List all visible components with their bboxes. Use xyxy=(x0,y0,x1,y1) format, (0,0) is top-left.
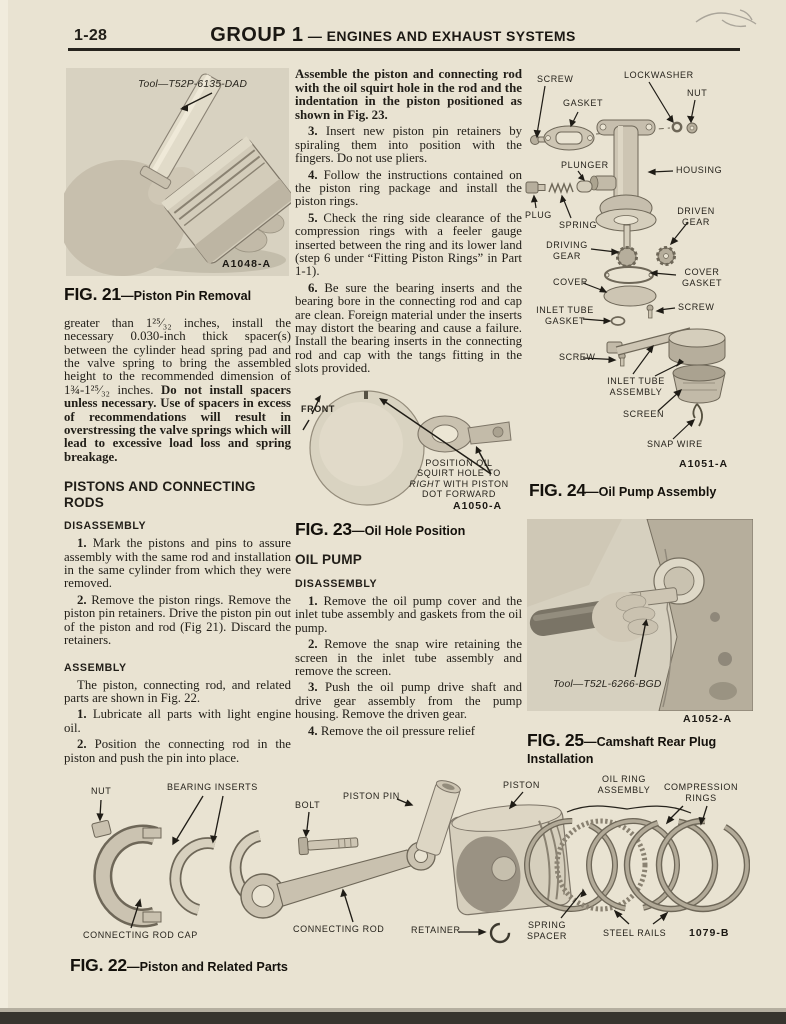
step-number: 2. xyxy=(77,737,87,752)
nut-shape xyxy=(92,820,112,838)
header-rule xyxy=(68,48,740,51)
retainer-shape xyxy=(491,924,509,942)
step xyxy=(64,594,291,648)
fig24-label-snap-wire: SNAP WIRE xyxy=(647,439,703,449)
fig21-caption-text: —Piston Pin Removal xyxy=(120,289,252,303)
step-text: Remove the oil pressure relief xyxy=(320,723,476,738)
header-section: — ENGINES AND EXHAUST SYSTEMS xyxy=(307,28,576,44)
spacer-paragraph-normal: greater than 1²⁵⁄₃₂ inches, install the necessary 0.030-inch thick spacer(s) between the cylinder head spring pad and the valve spring to bring the assembled height to the recommended dimension of 1¾-1²⁵⁄₃₂ inches. xyxy=(64,315,291,397)
spacer-paragraph-bold: Do not install spacers unless necessary. Use of spacers in excess of recommendations will result in overstressing the valve springs which will lead to excessive load loss and spring breakage. xyxy=(64,382,291,464)
bolt-shape xyxy=(298,834,358,855)
subheading-disassembly: DISASSEMBLY xyxy=(64,520,147,533)
fig24-caption-number: FIG. 24 xyxy=(529,480,586,500)
fig25-caption-number: FIG. 25 xyxy=(527,729,584,750)
section-heading-pistons: PISTONS AND CONNECTING RODS xyxy=(64,479,256,510)
fig24-label-inlet-tube-assembly: INLET TUBE ASSEMBLY xyxy=(607,376,665,397)
step-text: Push the oil pump drive shaft and drive gear assembly from the pump housing. Remove the driven gear. xyxy=(295,680,523,722)
housing-shape xyxy=(590,120,656,231)
step xyxy=(64,708,291,735)
fig22-label-oil-ring-assembly: OIL RING ASSEMBLY xyxy=(597,774,651,795)
fig22-caption-number: FIG. 22 xyxy=(70,955,127,975)
driven-gear-shape xyxy=(658,248,675,265)
fig24-label-driving-gear: DRIVING GEAR xyxy=(546,240,588,261)
step-text: Position the connecting rod in the piston and push the pin into place. xyxy=(64,737,291,765)
fig21-caption-number: FIG. 21 xyxy=(64,284,121,304)
spacer-paragraph xyxy=(64,317,291,464)
fig22-label-piston: PISTON xyxy=(503,780,540,790)
page-bottom-edge xyxy=(0,1012,786,1024)
step-number: 1. xyxy=(77,536,87,551)
fig24-label-inlet-tube-gasket: INLET TUBE GASKET xyxy=(536,305,594,326)
figure-25 xyxy=(521,519,761,766)
figure-22 xyxy=(55,772,750,976)
scan-edge xyxy=(0,0,8,1024)
step-number: 4. xyxy=(308,723,318,738)
fig23-photo xyxy=(295,384,522,510)
fig22-caption xyxy=(70,956,750,976)
fig23-caption xyxy=(295,520,522,540)
step-text: Lubricate all parts with light engine oil. xyxy=(64,707,291,735)
column-left xyxy=(64,68,291,768)
fig25-caption-line2: Installation xyxy=(527,751,594,766)
fig24-label-screw-2: SCREW xyxy=(678,302,715,312)
fig25-photo-code: A1052-A xyxy=(683,712,733,725)
fig25-photo xyxy=(527,519,761,711)
step-text: Insert new piston pin retainers by spiraling them into position with the fingers. Do not use pliers. xyxy=(295,124,522,166)
fig24-label-screw-3: SCREW xyxy=(559,352,596,362)
screen-shape xyxy=(673,365,725,403)
step-text: Mark the pistons and pins to assure assembly with the same rod and installation in the same cylinder from which they were removed. xyxy=(64,536,292,591)
step-number: 5. xyxy=(308,210,318,225)
fig24-label-plunger: PLUNGER xyxy=(561,160,609,170)
gasket-shape xyxy=(544,126,594,150)
fig24-caption xyxy=(529,481,761,501)
lead-paragraph: Assemble the piston and connecting rod with the oil squirt hole in the rod and the indentation in the piston positioned as shown in Fig. 23. xyxy=(295,67,522,122)
fig24-label-driven-gear: DRIVEN GEAR xyxy=(677,206,715,227)
fig21-caption xyxy=(64,285,291,305)
cover-gasket-shape xyxy=(605,267,653,283)
plug-shape xyxy=(526,182,545,193)
fig22-label-connecting-rod: CONNECTING ROD xyxy=(293,924,385,934)
fig24-label-screen: SCREEN xyxy=(623,409,665,419)
step-number: 4. xyxy=(308,167,318,182)
subheading-assembly: ASSEMBLY xyxy=(64,661,127,674)
step-number: 3. xyxy=(308,680,318,695)
step-text: Remove the piston rings. Remove the piston pin retainers. Drive the piston pin out of the piston and rod (Fig 21). Discard the retainers. xyxy=(64,592,291,648)
column-middle xyxy=(295,68,522,741)
fig23-note-line3 xyxy=(407,479,511,490)
inlet-tube-gasket-shape xyxy=(612,317,625,325)
step xyxy=(295,595,522,635)
page-number: 1-28 xyxy=(74,27,108,44)
fig24-label-plug: PLUG xyxy=(525,210,552,220)
connecting-rod-shape xyxy=(241,842,435,918)
section-heading-oil-pump: OIL PUMP xyxy=(295,552,363,568)
step xyxy=(295,125,522,165)
step xyxy=(295,212,522,279)
fig25-tool-label: Tool—T52L-6266-BGD xyxy=(553,678,662,690)
header-title xyxy=(0,24,786,47)
fig22-label-connecting-rod-cap: CONNECTING ROD CAP xyxy=(83,930,198,940)
step xyxy=(295,169,522,209)
fig24-label-lockwasher: LOCKWASHER xyxy=(624,70,694,80)
fig22-label-bolt: BOLT xyxy=(295,800,321,810)
inlet-tube-shape xyxy=(607,329,725,365)
fig21-tool-label: Tool—T52P-6135-DAD xyxy=(138,79,248,90)
fig23-note-line1: POSITION OIL xyxy=(425,457,493,468)
step xyxy=(295,638,522,678)
fig23-note-right: RIGHT xyxy=(409,478,441,489)
fig24-label-cover: COVER xyxy=(553,277,589,287)
figure-21 xyxy=(64,68,291,305)
step xyxy=(295,282,522,376)
fig21-illustration xyxy=(64,68,291,280)
oil-ring-brace xyxy=(567,806,691,813)
fig22-label-compression-rings: COMPRESSION RINGS xyxy=(663,782,739,803)
fig24-label-gasket: GASKET xyxy=(563,98,604,108)
figure-23 xyxy=(295,384,522,540)
step xyxy=(64,738,291,765)
fig23-note xyxy=(407,458,511,500)
step-number: 1. xyxy=(308,593,318,608)
snap-wire-shape xyxy=(693,404,702,426)
piston-body-shape xyxy=(448,800,572,915)
step-text: Remove the snap wire retaining the screen in the inlet tube assembly and remove the screen. xyxy=(295,637,522,679)
nut-shape xyxy=(687,123,697,133)
fig22-illustration xyxy=(55,772,750,954)
fig22-label-piston-pin: PISTON PIN xyxy=(343,791,400,801)
figure-24 xyxy=(521,68,761,501)
fig21-photo xyxy=(64,68,291,280)
cover-shape xyxy=(604,286,656,306)
fig24-diagram xyxy=(521,68,761,473)
fig24-label-screw-1: SCREW xyxy=(537,74,574,84)
fig22-label-steel-rails: STEEL RAILS xyxy=(603,928,667,938)
spring-shape xyxy=(549,184,573,192)
subheading-oil-pump-disassembly: DISASSEMBLY xyxy=(295,577,378,590)
column-right xyxy=(521,68,761,766)
step xyxy=(64,537,291,591)
lockwasher-shape xyxy=(673,123,681,131)
fig22-label-nut: NUT xyxy=(91,786,112,796)
fig24-caption-text: —Oil Pump Assembly xyxy=(585,485,717,499)
fig22-label-bearing-inserts: BEARING INSERTS xyxy=(167,782,258,792)
fig22-label-retainer: RETAINER xyxy=(411,925,461,935)
fig23-caption-text: —Oil Hole Position xyxy=(351,523,466,538)
step-number: 1. xyxy=(77,707,87,722)
step-number: 2. xyxy=(308,637,318,652)
fig24-code: A1051-A xyxy=(679,458,729,470)
fig25-code-row xyxy=(521,711,761,725)
fig22-diagram xyxy=(55,772,750,954)
step xyxy=(295,725,522,738)
screw2-shape xyxy=(647,305,653,318)
fig23-caption-number: FIG. 23 xyxy=(295,518,352,539)
fig21-photo-code: A1048-A xyxy=(222,258,272,270)
fig24-label-housing: HOUSING xyxy=(676,165,723,175)
fig22-label-spring-spacer: SPRING SPACER xyxy=(527,920,567,941)
fig24-label-spring: SPRING xyxy=(559,220,598,230)
fig24-label-nut: NUT xyxy=(687,88,708,98)
fig23-photo-code: A1050-A xyxy=(453,499,503,512)
fig25-caption-text: —Camshaft Rear Plug xyxy=(583,734,717,749)
fig25-caption xyxy=(527,731,761,766)
fig22-caption-text: —Piston and Related Parts xyxy=(126,960,288,974)
step-number: 3. xyxy=(308,124,318,139)
assembly-intro: The piston, connecting rod, and related parts are shown in Fig. 22. xyxy=(64,677,291,705)
rod-cap-shape xyxy=(103,828,161,922)
step-text: Follow the instructions contained on the piston ring package and install the piston rings. xyxy=(295,167,522,209)
header-group: GROUP 1 xyxy=(210,24,304,46)
step xyxy=(295,681,522,721)
plunger-shape xyxy=(577,181,592,192)
step-number: 2. xyxy=(77,592,87,607)
fig23-note-line2: SQUIRT HOLE TO xyxy=(417,468,501,479)
fig23-note-line3-rest: WITH PISTON xyxy=(440,478,509,489)
fig23-front-label: FRONT xyxy=(301,403,335,414)
fig23-note-line4: DOT FORWARD xyxy=(422,489,496,500)
fig22-code: 1079-B xyxy=(689,927,730,939)
step-number: 6. xyxy=(308,280,318,295)
step-text: Check the ring side clearance of the compression rings with a feeler gauge inserted between the ring and its lower land (step 6 under “Fitting Piston Rings” in Part 1-1). xyxy=(295,210,522,279)
step-text: Remove the oil pump cover and the inlet tube assembly and gaskets from the oil pump. xyxy=(295,593,523,635)
step-text: Be sure the bearing inserts and the bearing bore in the connecting rod and cap are clean. Foreign material under the inserts may distort the bearing and cause a failure. Install the bearing inserts in the connecting rod and cap with the tangs fitting in the slots provided. xyxy=(295,280,522,376)
fig24-label-cover-gasket: COVER GASKET xyxy=(681,267,723,288)
